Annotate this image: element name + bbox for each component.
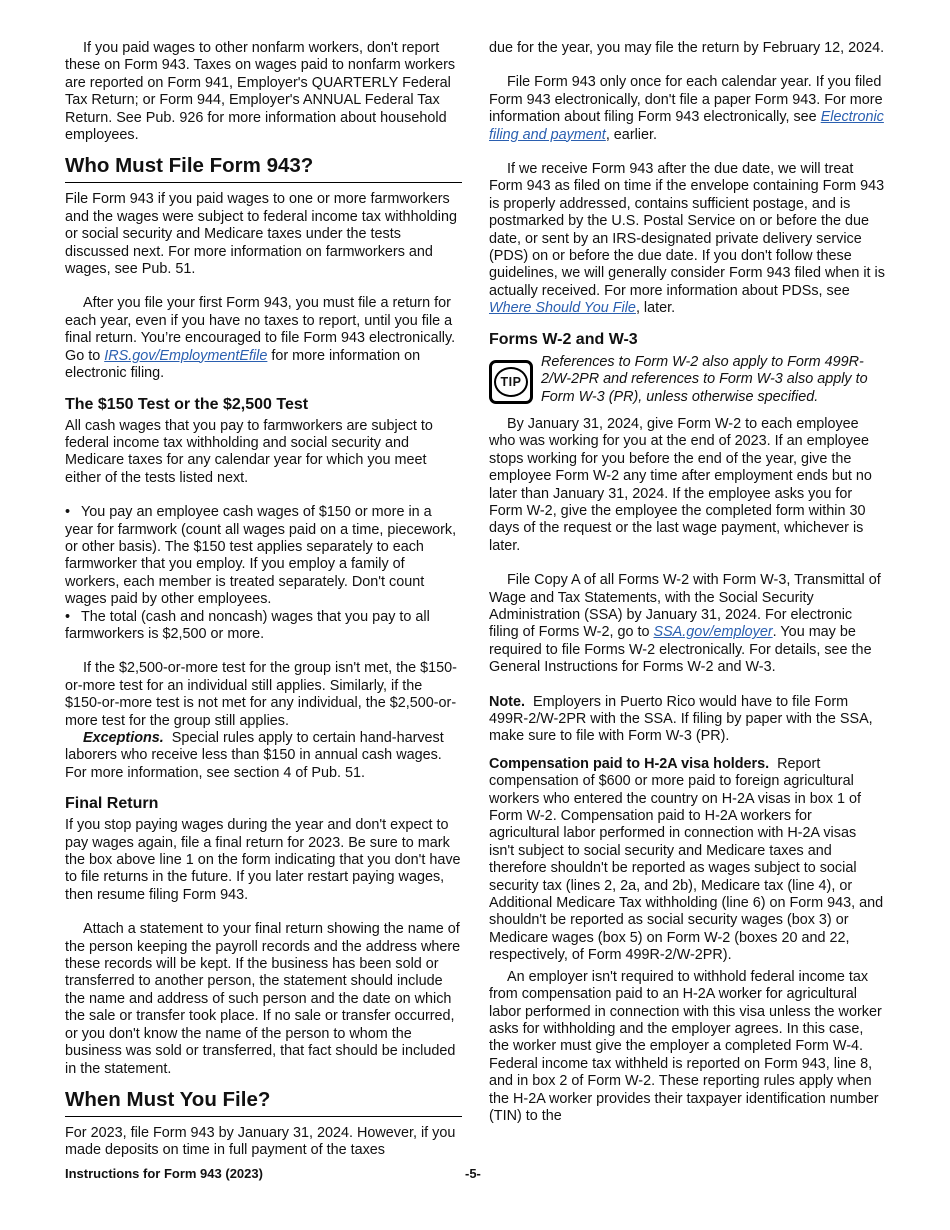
paragraph-h2a-compensation: [489, 756, 885, 965]
bullet-item-150-test: [65, 504, 462, 608]
paragraph-after-due-date: [489, 161, 885, 318]
text-after-link: , later.: [635, 300, 676, 317]
bullet-text: The total (cash and noncash) wages that you pay to all farmworkers is $2,500 or more.: [65, 608, 430, 642]
text-after-link: for more information on electronic filing.: [65, 347, 421, 382]
link-electronic-filing-payment[interactable]: Electronic filing and payment: [489, 109, 884, 143]
text-after-link: , earlier.: [605, 126, 658, 143]
left-column: [65, 40, 462, 1160]
exceptions-text: Special rules apply to certain hand-harvest laborers who receive less than $150 in annual cash wages. For more information, see section 4 of Pub. 51.: [65, 730, 444, 781]
link-ssa-employer[interactable]: SSA.gov/employer: [653, 624, 773, 641]
h2a-text: Report compensation of $600 or more paid to foreign agricultural workers who entered the country on H-2A visas in box 1 of Form W-2. Compensation paid to H-2A workers for agricultural labor performed in connection with H-2A visas isn't subject to social security and Medicare taxes and therefore shouldn't be reported as wages subject to social security tax (lines 2, 2a, and 2b), Medicare tax (line 4), or Additional Medicare Tax withholding (line 6) on Form 943, and shouldn't be reported as social security wages (box 3) or Medicare wages (box 5) on Form W-2 (boxes 20 and 22, respectively, of Form 499R-2/W-2PR).: [489, 755, 884, 964]
footer-title: Instructions for Form 943 (2023): [65, 1166, 263, 1181]
tip-text: References to Form W-2 also apply to Form 499R-2/W-2PR and references to Form W-3 also apply to Form W-3 (PR), unless otherwise specified.: [541, 353, 868, 405]
text-before-link: File Form 943 only once for each calendar year. If you filed Form 943 electronically, don't file a paper Form 943. For more information about filing Form 943 electronically, see: [489, 74, 883, 126]
paragraph-file-by-date: For 2023, file Form 943 by January 31, 2024. However, if you made deposits on time in full payment of the taxes: [65, 1124, 456, 1159]
paragraph-file-copy-a: [489, 572, 885, 676]
heading-final-return: Final Return: [65, 795, 159, 813]
bullet-item-2500-test: [65, 609, 462, 644]
paragraph-give-form-w2: By January 31, 2024, give Form W-2 to each employee who was working for you at the end of 2023. If an employee stops working for you before the end of the year, give the employee Form W-2 any time after employment ends but no later than January 31, 2024. If the employee asks you for Form W-2, give the employee the completed form within 30 days of the request or the last wage payment, whichever is later.: [489, 415, 872, 554]
heading-150-2500-test: The $150 Test or the $2,500 Test: [65, 395, 309, 413]
note-text: Employers in Puerto Rico would have to file Form 499R-2/W-2PR with the SSA. If filing by paper with the SSA, make sure to file with Form W-3 (PR).: [489, 693, 873, 745]
right-column: [489, 40, 885, 1125]
paragraph-file-once: [489, 74, 885, 144]
text-before-link: File Copy A of all Forms W-2 with Form W-3, Transmittal of Wage and Tax Statements, with the Social Security Administration (SSA) by January 31, 2024. For electronic filing of Forms W-2, go to: [489, 572, 881, 641]
paragraph-attach-statement: Attach a statement to your final return showing the name of the person keeping the payroll records and the address where these records will be kept. If the business has been sold or transferred to another person, the statement should include the name and address of such person and the date on which the sale or transfer took place. If no sale or transfer occurred, or you don't know the name of the person to whom the business was sold or transferred, that fact should be included in the statement.: [65, 921, 461, 1077]
exceptions-label: Exceptions.: [83, 730, 164, 746]
paragraph-note-puerto-rico: [489, 694, 885, 746]
paragraph-cash-wages: All cash wages that you pay to farmworkers are subject to federal income tax withholding and social security and Medicare taxes for any calendar year for which you meet either of the tests listed next.: [65, 417, 433, 486]
text-before-link: After you file your first Form 943, you must file a return for each year, even if you have no taxes to report, until you file a final return. You’re encouraged to file Form 943 electronically. Go to: [65, 295, 456, 364]
paragraph-stop-paying-wages: If you stop paying wages during the year and don't expect to pay wages again, file a final return for 2023. Be sure to mark the box above line 1 on the form indicating that you don't have to file returns in the future. If you later restart paying wages, then resume filing Form 943.: [65, 817, 461, 903]
heading-when-must-you-file: When Must You File?: [65, 1087, 462, 1117]
bullet-icon: •: [65, 504, 71, 521]
tip-label: TIP: [494, 367, 528, 397]
h2a-label: Compensation paid to H-2A visa holders.: [489, 755, 770, 772]
note-label: Note.: [489, 693, 525, 710]
paragraph-tests-apply: If the $2,500-or-more test for the group isn't met, the $150-or-more test for an individual still applies. Similarly, if the $150-or-more test is not met for any individual, the $2,500-or-more test for the group still applies.: [65, 660, 457, 729]
tip-icon: [489, 360, 533, 404]
paragraph-h2a-withholding: An employer isn't required to withhold federal income tax from compensation paid to an H-2A worker for agricultural labor performed in connection with this visa unless the worker asks for withholding and the employer agrees. In this case, the worker must give the employer a completed Form W-4. Federal income tax withheld is reported on Form 943, line 8, and in box 2 of Form W-2. These reporting rules apply when the H-2A worker provides their taxpayer identification number (TIN) to the: [489, 968, 882, 1124]
page-number: -5-: [465, 1166, 481, 1181]
bullet-icon: •: [65, 608, 71, 625]
tip-box: [489, 354, 885, 406]
paragraph-due-for-year: due for the year, you may file the return by February 12, 2024.: [489, 40, 885, 56]
paragraph-nonfarm-workers: If you paid wages to other nonfarm workers, don't report these on Form 943. Taxes on wages paid to nonfarm workers are reported on Form 941, Employer's QUARTERLY Federal Tax Return; or Form 944, Employer's ANNUAL Federal Tax Return. See Pub. 926 for more information about household employees.: [65, 40, 456, 144]
text-before-link: If we receive Form 943 after the due date, we will treat Form 943 as filed on time if the envelope containing Form 943 is properly addressed, contains sufficient postage, and is postmarked by the U.S. Postal Service on or before the due date, or sent by an IRS-designated private delivery service (PDS) on or before the due date. If you don't follow these guidelines, we will generally consider Form 943 filed when it is actually received. For more information about PDSs, see: [489, 161, 885, 299]
bullet-text: You pay an employee cash wages of $150 or more in a year for farmwork (count all wages paid on a time, piecework, or other basis). The $150 test applies separately to each farmworker that you employ. If you employ a family of workers, each member is treated separately. Don't count wages paid by other employees.: [65, 504, 457, 608]
paragraph-after-first-return: [65, 295, 462, 382]
paragraph-file-form-943: File Form 943 if you paid wages to one or more farmworkers and the wages were subject to federal income tax withholding or social security and Medicare taxes under the tests discussed next. For more information on farmworkers and wages, see Pub. 51.: [65, 191, 457, 278]
paragraph-exceptions: [65, 730, 462, 782]
link-where-should-you-file[interactable]: Where Should You File: [489, 300, 636, 317]
link-irs-employment-efile[interactable]: IRS.gov/EmploymentEfile: [104, 347, 268, 364]
heading-forms-w2-w3: Forms W-2 and W-3: [489, 330, 638, 348]
heading-who-must-file: Who Must File Form 943?: [65, 153, 462, 183]
text-after-link: . You may be required to file Forms W-2 electronically. For details, see the General Instructions for Forms W-2 and W-3.: [489, 624, 872, 676]
